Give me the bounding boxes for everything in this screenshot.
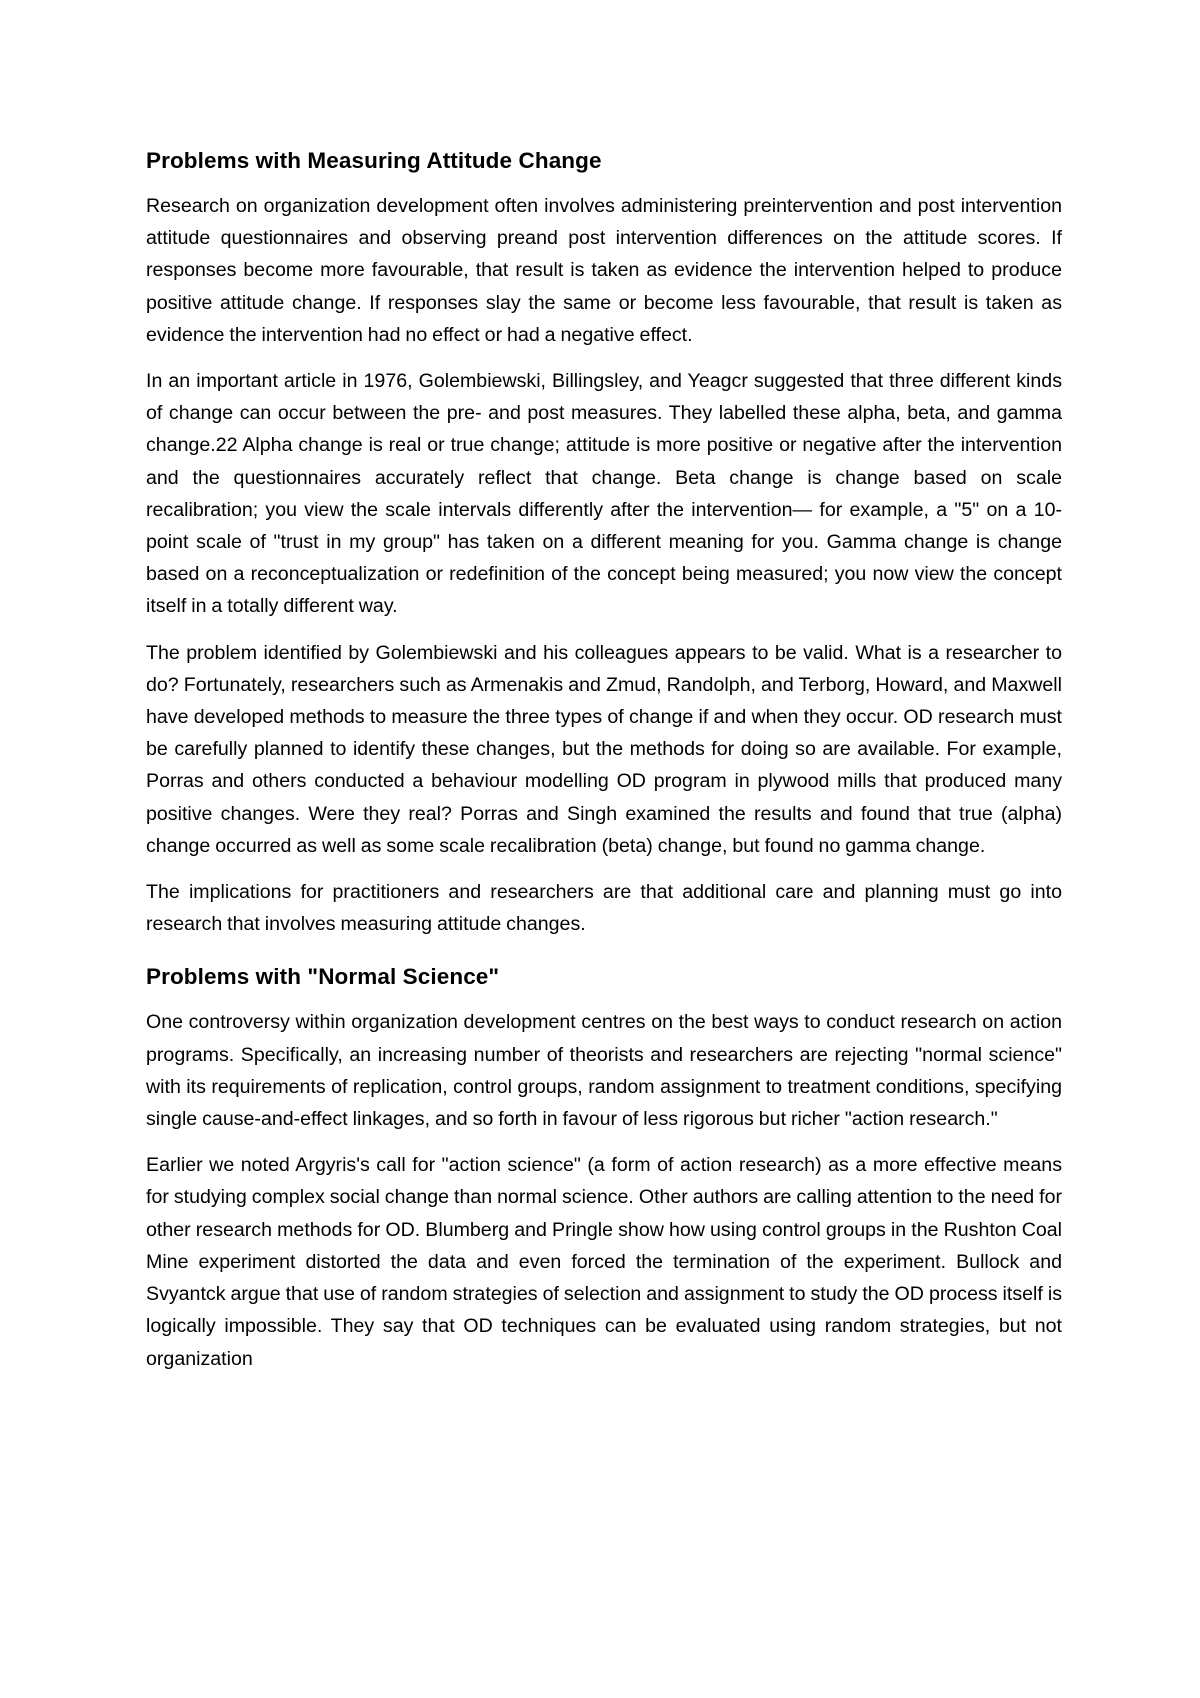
- section-heading: Problems with "Normal Science": [146, 964, 500, 990]
- section-normal-science: [146, 962, 1062, 1374]
- document-page: [146, 146, 1062, 1389]
- paragraph: One controversy within organization development centres on the best ways to conduct research on action programs. Specifically, an increasing number of theorists and researchers are rejecting "normal science" with its requirements of replication, control groups, random assignment to treatment conditions, specifying single cause-and-effect linkages, and so forth in favour of less rigorous but richer "action research.": [146, 1011, 1062, 1131]
- paragraph: The problem identified by Golembiewski and his colleagues appears to be valid. What is a researcher to do? Fortunately, researchers such as Armenakis and Zmud, Randolph, and Terborg, Howard, and Maxwell have developed methods to measure the three types of change if and when they occur. OD research must be carefully planned to identify these changes, but the methods for doing so are available. For example, Porras and others conducted a behaviour modelling OD program in plywood mills that produced many positive changes. Were they real? Porras and Singh examined the results and found that true (alpha) change occurred as well as some scale recalibration (beta) change, but found no gamma change.: [146, 641, 1062, 857]
- paragraph: Research on organization development often involves administering preintervention and post intervention attitude questionnaires and observing preand post intervention differences on the attitude scores. If responses become more favourable, that result is taken as evidence the intervention helped to produce positive attitude change. If responses slay the same or become less favourable, that result is taken as evidence the intervention had no effect or had a negative effect.: [146, 195, 1062, 346]
- paragraph: In an important article in 1976, Golembiewski, Billingsley, and Yeagcr suggested that three different kinds of change can occur between the pre- and post measures. They labelled these alpha, beta, and gamma change.22 Alpha change is real or true change; attitude is more positive or negative after the intervention and the questionnaires accurately reflect that change. Beta change is change based on scale recalibration; you view the scale intervals differently after the intervention— for example, a "5" on a 10-point scale of "trust in my group" has taken on a different meaning for you. Gamma change is change based on a reconceptualization or redefinition of the concept being measured; you now view the concept itself in a totally different way.: [146, 370, 1062, 618]
- paragraph: The implications for practitioners and researchers are that additional care and planning must go into research that involves measuring attitude changes.: [146, 881, 1062, 936]
- section-measuring-attitude-change: [146, 146, 1062, 940]
- paragraph: Earlier we noted Argyris's call for "action science" (a form of action research) as a more effective means for studying complex social change than normal science. Other authors are calling attention to the need for other research methods for OD. Blumberg and Pringle show how using control groups in the Rushton Coal Mine experiment distorted the data and even forced the termination of the experiment. Bullock and Svyantck argue that use of random strategies of selection and assignment to study the OD process itself is logically impossible. They say that OD techniques can be evaluated using random strategies, but not organization: [146, 1154, 1062, 1370]
- section-heading: Problems with Measuring Attitude Change: [146, 148, 602, 173]
